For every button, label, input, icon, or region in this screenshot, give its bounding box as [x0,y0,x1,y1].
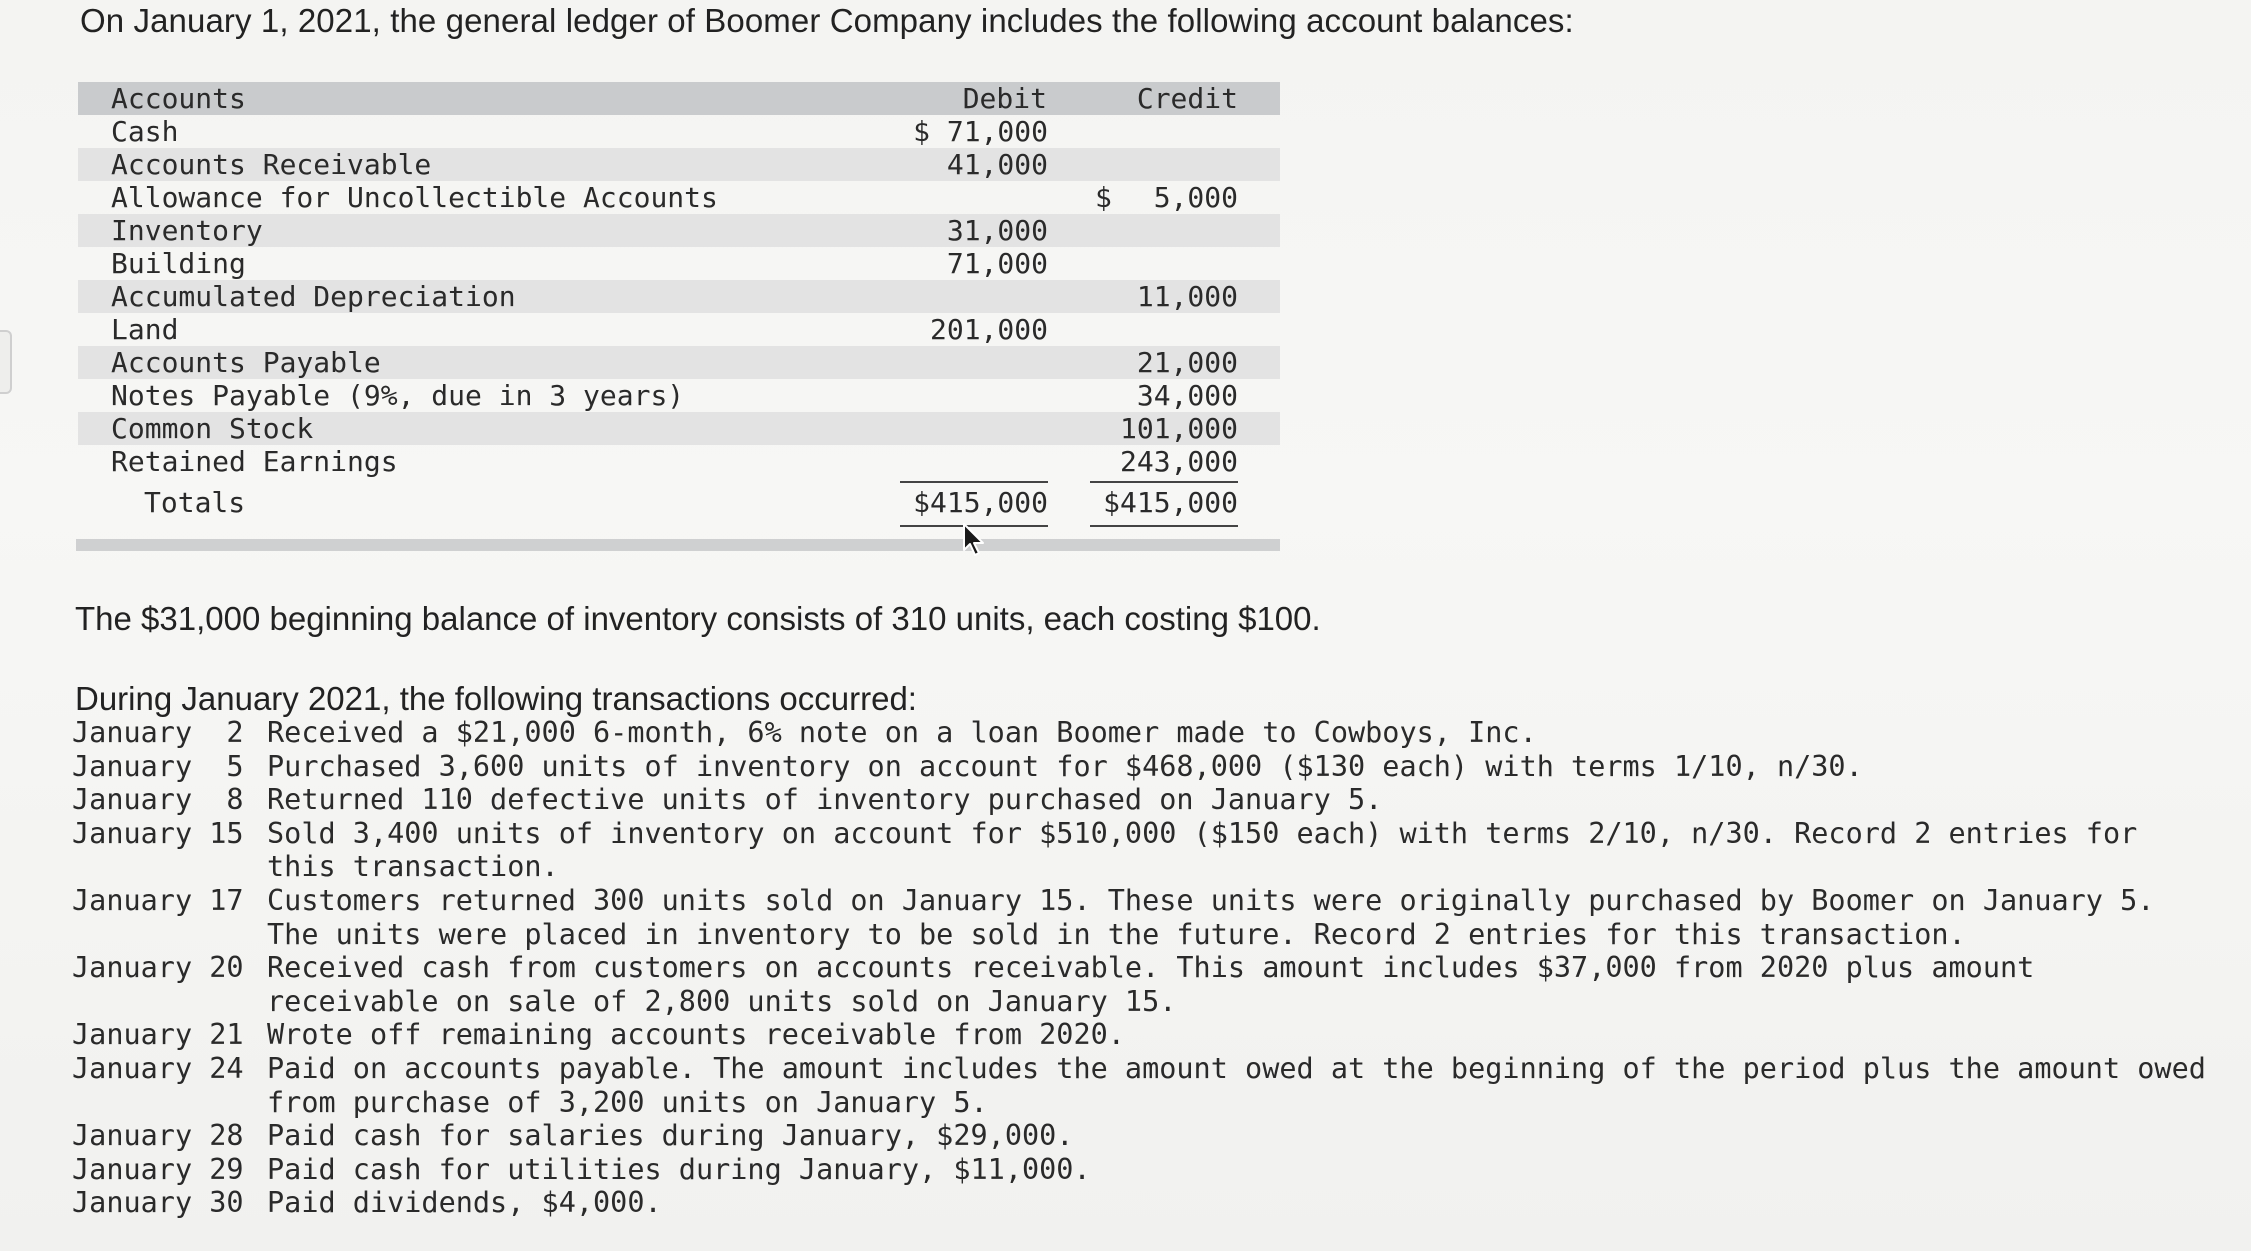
transaction-text: Paid cash for salaries during January, $29,000. [267,1119,1074,1153]
transaction-item [72,1186,2222,1220]
transaction-text: Wrote off remaining accounts receivable from 2020. [267,1018,1125,1052]
credit-dollar-sign: $ [1095,181,1112,214]
debit-value: 41,000 [946,148,1048,181]
ledger-row [78,313,1280,346]
debit-value: 71,000 [946,247,1048,280]
transactions-intro: During January 2021, the following transactions occurred: [75,680,917,717]
transaction-item [72,750,2222,784]
transaction-date: January 21 [72,1018,244,1052]
intro-text: On January 1, 2021, the general ledger of Boomer Company includes the following account balances: [80,2,1574,39]
debit-value: $ 71,000 [913,115,1048,148]
ledger-totals-row [78,478,1280,528]
transaction-date: January 20 [72,951,244,985]
transaction-item [72,884,2222,951]
debit-value: 201,000 [929,313,1048,346]
header-debit: Debit [962,82,1047,115]
transaction-text: Received cash from customers on accounts receivable. This amount includes $37,000 from 2020 plus amount receivable on sale of 2,800 units sold on January 15. [267,951,2035,1018]
transaction-item [72,951,2222,1018]
account-name: Inventory [111,214,263,247]
inventory-note: The $31,000 beginning balance of inventory consists of 310 units, each costing $100. [75,600,1321,637]
credit-total: $415,000 [1103,486,1238,519]
table-bottom-bar [76,539,1280,551]
account-name: Land [111,313,179,346]
credit-value: 101,000 [1119,412,1238,445]
transaction-text: Paid dividends, $4,000. [267,1186,662,1220]
credit-total-underline [1090,525,1238,527]
account-name: Accumulated Depreciation [111,280,516,313]
credit-value: 11,000 [1136,280,1238,313]
credit-value: 21,000 [1136,346,1238,379]
transaction-date: January 24 [72,1051,244,1085]
ledger-header-row [78,82,1280,115]
transaction-date: January 30 [72,1186,244,1220]
ledger-row [78,445,1280,478]
transaction-text: Sold 3,400 units of inventory on account for $510,000 ($150 each) with terms 2/10, n/30. Record 2 entries for this transaction. [267,816,2138,884]
transaction-text: Purchased 3,600 units of inventory on account for $468,000 ($130 each) with terms 1/10, n/30. [267,749,1863,783]
transaction-item [72,1052,2222,1119]
account-name: Common Stock [111,412,314,445]
transaction-text: Received a $21,000 6-month, 6% note on a loan Boomer made to Cowboys, Inc. [267,716,1537,749]
ledger-table [78,82,1280,528]
page-edge-tab [0,330,12,394]
account-name: Retained Earnings [111,445,398,478]
debit-value: 31,000 [946,214,1048,247]
header-accounts: Accounts [111,82,246,115]
transactions-list [72,716,2222,1220]
account-name: Building [111,247,246,280]
ledger-row [78,412,1280,445]
transaction-date: January 28 [72,1119,244,1153]
ledger-row [78,280,1280,313]
account-name: Allowance for Uncollectible Accounts [111,181,718,214]
mouse-pointer-icon [962,522,988,563]
credit-value: 5,000 [1153,181,1238,214]
credit-value: 34,000 [1136,379,1238,412]
account-name: Notes Payable (9%, due in 3 years) [111,379,685,412]
ledger-row [78,181,1280,214]
debit-total: $415,000 [913,486,1048,519]
ledger-row [78,214,1280,247]
header-credit: Credit [1136,82,1238,115]
ledger-row [78,148,1280,181]
transaction-date: January 2 [72,716,244,749]
transaction-text: Paid on accounts payable. The amount includes the amount owed at the beginning of the period plus the amount owed from purchase of 3,200 units on January 5. [267,1051,2206,1119]
ledger-row [78,379,1280,412]
transaction-item [72,1153,2222,1187]
credit-value: 243,000 [1119,445,1238,478]
transaction-item [72,716,2222,750]
transaction-text: Returned 110 defective units of inventory purchased on January 5. [267,783,1383,817]
transaction-date: January 15 [72,816,244,850]
transaction-text: Customers returned 300 units sold on January 15. These units were originally purchased by Boomer on January 5. The units were placed in inventory to be sold in the future. Record 2 entries for this transaction. [267,883,2155,951]
ledger-row [78,115,1280,148]
ledger-row [78,247,1280,280]
transaction-item [72,817,2222,884]
ledger-row [78,346,1280,379]
transaction-date: January 29 [72,1152,244,1186]
account-name: Accounts Payable [111,346,381,379]
transaction-item [72,1119,2222,1153]
transaction-item [72,1018,2222,1052]
totals-label: Totals [144,486,246,519]
account-name: Accounts Receivable [111,148,432,181]
transaction-date: January 8 [72,783,244,817]
transaction-date: January 17 [72,883,244,917]
transaction-item [72,783,2222,817]
account-name: Cash [111,115,179,148]
transaction-text: Paid cash for utilities during January, $11,000. [267,1152,1091,1186]
transaction-date: January 5 [72,749,244,783]
